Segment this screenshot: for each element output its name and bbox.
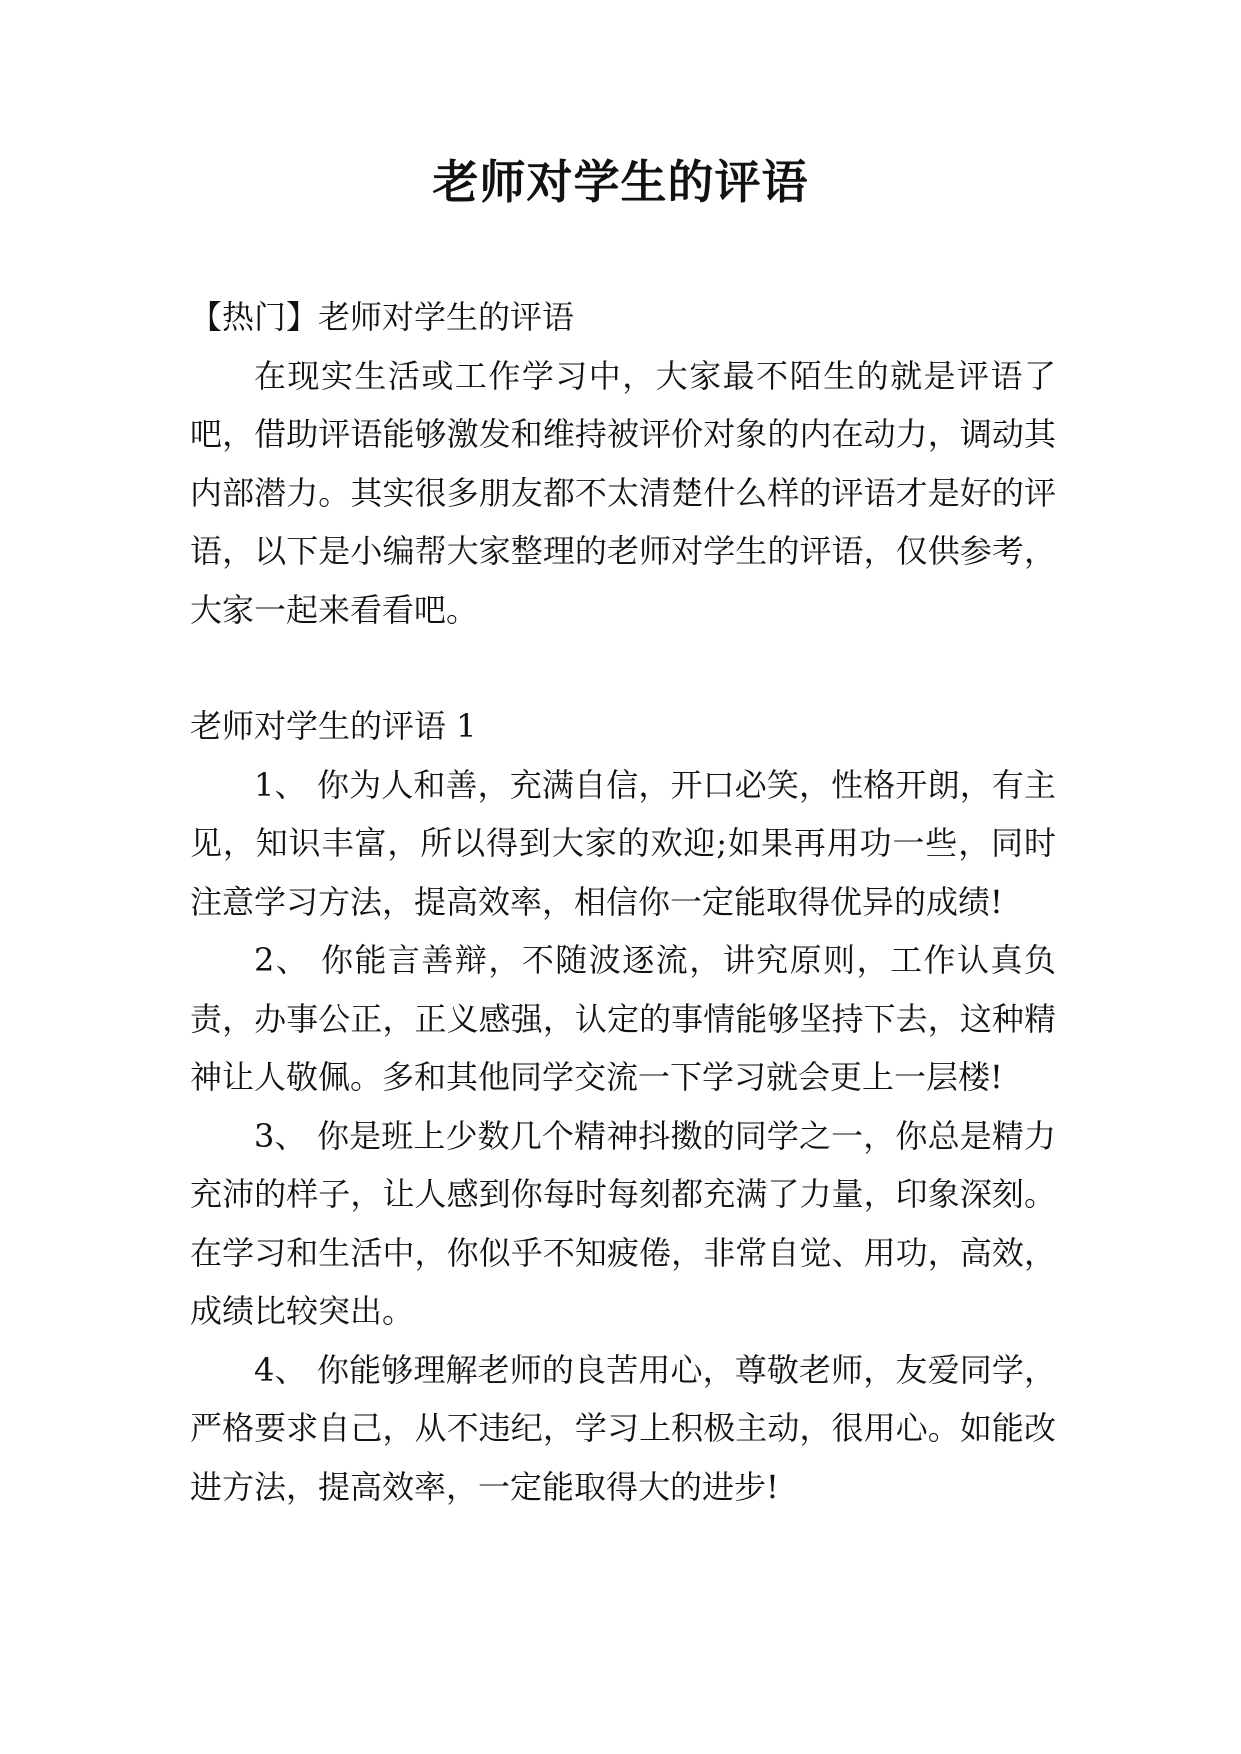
intro-heading: 【热门】老师对学生的评语 [190,298,575,336]
comment-item-2: 2、 你能言善辩，不随波逐流，讲究原则，工作认真负责，办事公正，正义感强，认定的事情能够坚持下去，这种精神让人敬佩。多和其他同学交流一下学习就会更上一层楼! [190,941,1056,1096]
intro-paragraph: 在现实生活或工作学习中，大家最不陌生的就是评语了吧，借助评语能够激发和维持被评价对象的内在动力，调动其内部潜力。其实很多朋友都不太清楚什么样的评语才是好的评语，以下是小编帮大家整理的老师对学生的评语，仅供参考，大家一起来看看吧。 [190,356,1056,629]
comment-item-4: 4、 你能够理解老师的良苦用心，尊敬老师，友爱同学，严格要求自己，从不违纪，学习上积极主动，很用心。如能改进方法，提高效率，一定能取得大的进步! [190,1350,1056,1506]
comment-item-3: 3、 你是班上少数几个精神抖擞的同学之一，你总是精力充沛的样子，让人感到你每时每刻都充满了力量，印象深刻。在学习和生活中，你似乎不知疲倦，非常自觉、用功，高效，成绩比较突出。 [190,1116,1056,1330]
section-heading: 老师对学生的评语 1 [190,707,477,745]
comment-item-1: 1、 你为人和善，充满自信，开口必笑，性格开朗，有主见，知识丰富，所以得到大家的欢迎;如果再用功一些，同时注意学习方法，提高效率，相信你一定能取得优异的成绩! [190,765,1056,921]
document-body [190,288,1056,1516]
document-title: 老师对学生的评语 [432,155,809,209]
